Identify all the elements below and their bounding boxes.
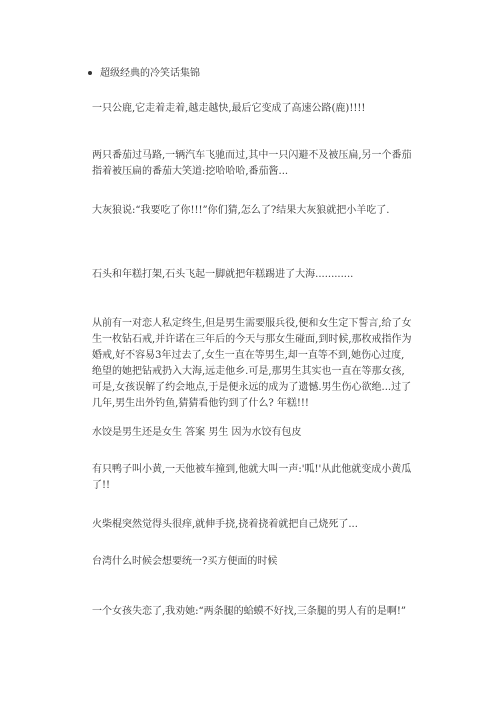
- joke-paragraph: 火柴棍突然觉得头很痒,就伸手挠,挠着挠着就把自己烧死了...: [92, 519, 358, 530]
- bullet-list-item: [88, 66, 200, 82]
- joke-paragraph: 两只番茄过马路,一辆汽车飞驰而过,其中一只闪避不及被压扁,另一个番茄指着被压扁的番茄大笑道:挖哈哈哈,番茄酱...: [92, 150, 412, 177]
- bullet-title: 超级经典的冷笑话集锦: [100, 68, 200, 79]
- joke-paragraph: 水饺是男生还是女生 答案 男生 因为水饺有包皮: [92, 427, 302, 438]
- joke-paragraph: 一个女孩失恋了,我劝她:“两条腿的蛤蟆不好找,三条腿的男人有的是啊!”: [92, 606, 406, 617]
- joke-paragraph: 有只鸭子叫小黄,一天他被车撞到,他就大叫一声:'呱!'从此他就变成小黄瓜了!!: [92, 464, 412, 491]
- joke-paragraph: 大灰狼说:“我要吃了你!!!”你们猜,怎么了?结果大灰狼就把小羊吃了.: [92, 205, 390, 216]
- joke-paragraph: 一只公鹿,它走着走着,越走越快,最后它变成了高速公路(鹿)!!!!: [92, 103, 366, 114]
- joke-paragraph: 从前有一对恋人私定终生,但是男生需要服兵役,便和女生定下誓言,给了女生一枚钻石戒,并许诺在三年后的今天与那女生碰面,到时候,那枚戒指作为婚戒,好不容易3年过去了,女生一直在等男生,却一直等不到,她伤心过度,绝望的她把钻戒扔入大海,远走他乡.可是,那男生其实也一直在等那女孩,可是,女孩误解了约会地点,于是便永远的成为了遗憾.男生伤心欲绝...过了几年,男生出外钓鱼,猜猜看他钓到了什么? 年糕!!!: [92, 318, 412, 409]
- joke-paragraph: 石头和年糕打架,石头飞起一脚就把年糕踢进了大海............: [92, 269, 354, 280]
- bullet-icon: [88, 71, 92, 75]
- joke-paragraph: 台湾什么时候会想要统一?买方便面的时候: [92, 556, 278, 567]
